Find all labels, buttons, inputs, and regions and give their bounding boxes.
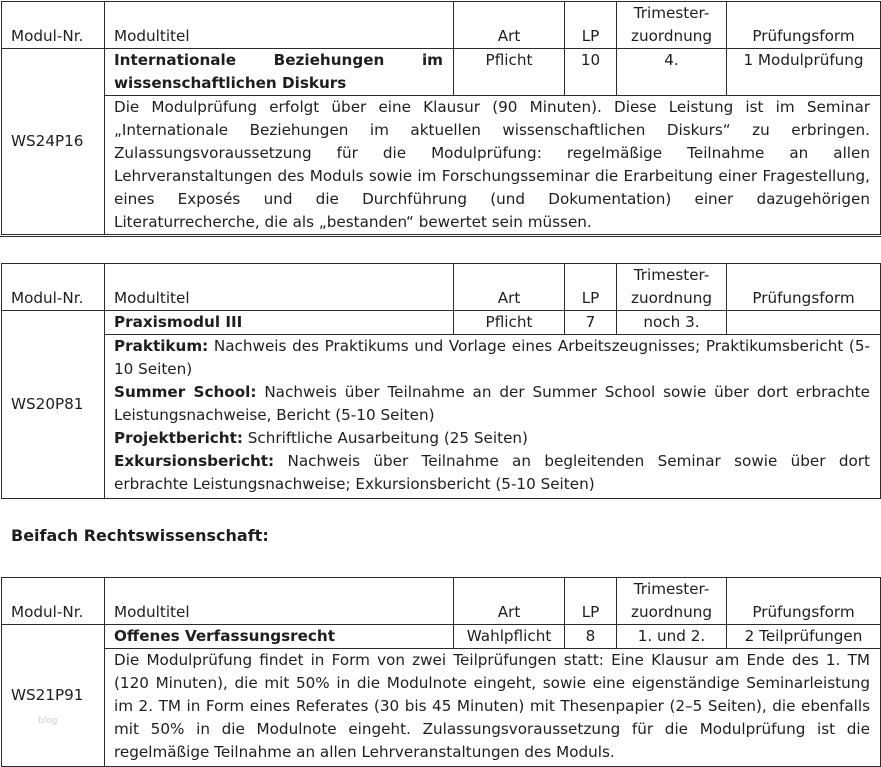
item-label: Praktikum: (114, 337, 209, 355)
table-row (2, 96, 881, 235)
header-trimester (617, 264, 727, 311)
table-header-row (2, 2, 881, 49)
header-trimester-line2: zuordnung (630, 27, 713, 45)
module-table-ws20p81 (1, 263, 881, 499)
module-description (105, 335, 881, 499)
header-modultitel: Modultitel (105, 264, 454, 311)
module-id: WS21P91 (2, 625, 105, 767)
header-pruefungsform: Prüfungsform (727, 264, 881, 311)
item-label: Projektbericht: (114, 429, 243, 447)
header-art: Art (454, 264, 565, 311)
header-trimester (617, 578, 727, 625)
module-lp: 10 (565, 49, 617, 96)
watermark: blog (38, 716, 58, 726)
header-lp: LP (565, 264, 617, 311)
module-pruefungsform: 2 Teilprüfungen (727, 625, 881, 649)
item-text: Schriftliche Ausarbeitung (25 Seiten) (242, 429, 528, 447)
module-table-ws21p91 (1, 577, 881, 767)
header-modul-nr: Modul-Nr. (2, 578, 105, 625)
list-item (114, 335, 870, 381)
module-id: WS20P81 (2, 311, 105, 499)
header-trimester-line1: Trimester- (633, 266, 710, 284)
item-text: Nachweis über Teilnahme an der Summer School sowie über dort erbrachte Leistungsnachweise, Bericht (5-10 Seiten) (114, 383, 870, 424)
header-modultitel: Modultitel (105, 578, 454, 625)
module-table-ws24p16 (1, 1, 881, 235)
item-text: Nachweis über Teilnahme an begleitenden Seminar sowie über dort erbrachte Leistungsnachweise; Exkursionsbericht (5-10 Seiten) (114, 452, 870, 493)
header-art: Art (454, 2, 565, 49)
module-trimester: 1. und 2. (617, 625, 727, 649)
module-title-line1: Internationale Beziehungen im (114, 51, 443, 69)
header-pruefungsform: Prüfungsform (727, 2, 881, 49)
list-item (114, 381, 870, 427)
item-text: Nachweis des Praktikums und Vorlage eines Arbeitszeugnisses; Praktikumsbericht (5-10 Seiten) (114, 337, 870, 378)
header-modul-nr: Modul-Nr. (2, 264, 105, 311)
table-row (2, 49, 881, 96)
module-pruefungsform: 1 Modulprüfung (727, 49, 881, 96)
module-title (105, 49, 454, 96)
module-pruefungsform (727, 311, 881, 335)
module-art: Wahlpflicht (454, 625, 565, 649)
section-heading: Beifach Rechtswissenschaft: (11, 526, 269, 545)
module-description: Die Modulprüfung erfolgt über eine Klausur (90 Minuten). Diese Leistung ist im Seminar „Internationale Beziehungen im aktuellen wissenschaftlichen Diskurs“ zu erbringen. Zulassungsvoraussetzung für die Modulprüfung: regelmäßige Teilnahme an allen Lehrveranstaltungen des Moduls sowie im Forschungsseminar die Erarbeitung einer Fragestellung, eines Exposés und die Durchführung (und Dokumentation) einer dazugehörigen Literaturrecherche, die als „bestanden“ bewertet sein müssen. (105, 96, 881, 235)
table-gap-row (0, 236, 881, 237)
header-pruefungsform: Prüfungsform (727, 578, 881, 625)
header-trimester-line2: zuordnung (630, 289, 713, 307)
list-item (114, 427, 870, 450)
header-trimester (617, 2, 727, 49)
header-trimester-line2: zuordnung (630, 603, 713, 621)
module-art: Pflicht (454, 311, 565, 335)
module-trimester: noch 3. (617, 311, 727, 335)
module-id: WS24P16 (2, 49, 105, 235)
module-title: Offenes Verfassungsrecht (105, 625, 454, 649)
list-item (114, 450, 870, 496)
module-art: Pflicht (454, 49, 565, 96)
module-title-line2: wissenschaftlichen Diskurs (114, 74, 347, 92)
header-lp: LP (565, 2, 617, 49)
table-header-row (2, 264, 881, 311)
header-modultitel: Modultitel (105, 2, 454, 49)
table-row (2, 311, 881, 335)
module-lp: 8 (565, 625, 617, 649)
module-title: Praxismodul III (105, 311, 454, 335)
table-header-row (2, 578, 881, 625)
module-trimester: 4. (617, 49, 727, 96)
header-art: Art (454, 578, 565, 625)
header-lp: LP (565, 578, 617, 625)
module-lp: 7 (565, 311, 617, 335)
module-description: Die Modulprüfung findet in Form von zwei Teilprüfungen statt: Eine Klausur am Ende des 1. TM (120 Minuten), die mit 50% in die Modulnote eingeht, sowie eine eigenständige Seminarleistung im 2. TM in Form eines Referates (30 bis 45 Minuten) mit Thesenpapier (2–5 Seiten), die ebenfalls mit 50% in die Modulnote eingeht. Zulassungsvoraussetzung für die Modulprüfung ist die regelmäßige Teilnahme an allen Lehrveranstaltungen des Moduls. (105, 649, 881, 767)
item-label: Summer School: (114, 383, 257, 401)
table-row (2, 335, 881, 499)
table-row (2, 649, 881, 767)
item-label: Exkursionsbericht: (114, 452, 275, 470)
header-modul-nr: Modul-Nr. (2, 2, 105, 49)
header-trimester-line1: Trimester- (633, 580, 710, 598)
header-trimester-line1: Trimester- (633, 4, 710, 22)
table-row (2, 625, 881, 649)
